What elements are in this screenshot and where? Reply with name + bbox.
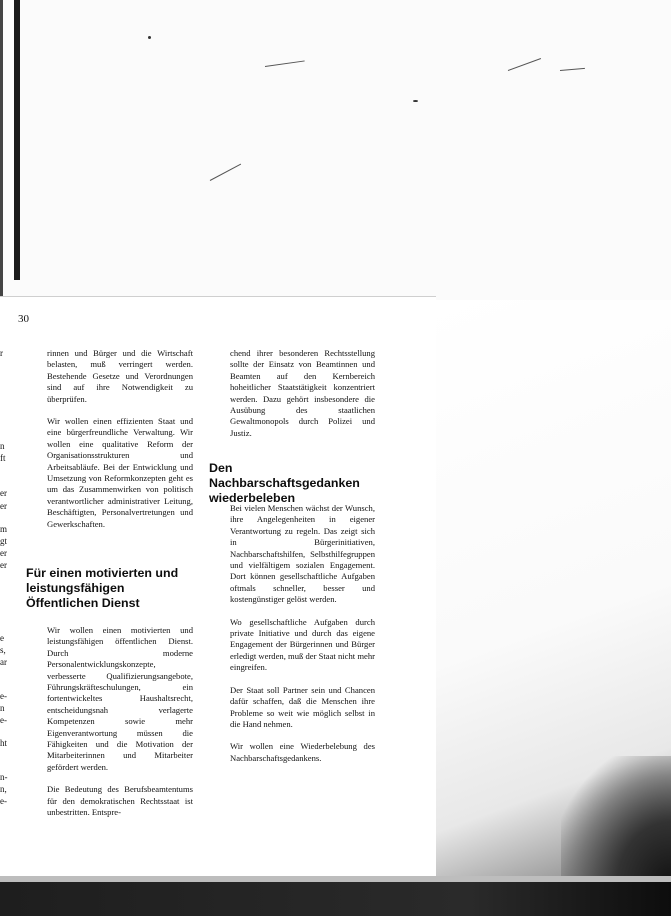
margin-fragment: gt (0, 536, 8, 546)
paragraph: rinnen und Bürger und die Wirtschaft belasten, muß verringert werden. Bestehende Gesetze und Verordnungen sind auf ihre Notwendigkeit zu überprüfen. (47, 348, 193, 404)
previous-page-area (0, 0, 671, 300)
margin-fragment: s, (0, 645, 6, 655)
section-heading-neighbourhood: Den Nachbarschaftsgedanken wiederbeleben (209, 461, 360, 505)
scan-scratch (560, 68, 585, 71)
paragraph: Bei vielen Menschen wächst der Wunsch, ihre Angelegenheiten in eigener Verantwortung zu regeln. Das zeigt sich in Bürgerinitiativen, Nachbarschaftshilfen, Selbsthilfegruppen und vielfältigem sozialen Engagement. Dort können gesellschaftliche Aufgaben oftmals schneller, besser und kostengünstiger gelöst werden. (230, 503, 375, 605)
margin-fragment: m (0, 524, 8, 534)
paragraph: chend ihrer besonderen Rechtsstellung sollte der Einsatz von Beamtinnen und Beamten auf den Kernbereich hoheitlicher Staatstätigkeit konzentriert werden. Dazu gehört insbesondere die Ausübung des staatlichen Gewaltmonopols durch Polizei und Justiz. (230, 348, 375, 438)
margin-fragment: r (0, 348, 3, 358)
margin-fragment: e (0, 633, 4, 643)
margin-fragment: er (0, 488, 7, 498)
scan-bottom-highlight (0, 876, 671, 882)
margin-fragment: er (0, 560, 7, 570)
section-heading-public-service: Für einen motivierten und leistungsfähigen Öffentlichen Dienst (26, 566, 179, 610)
margin-fragment: n (0, 441, 5, 451)
text-column-left-upper (47, 348, 193, 541)
scan-scratch (210, 164, 241, 181)
scan-corner-shadow (561, 756, 671, 886)
margin-fragment: er (0, 501, 7, 511)
paragraph: Die Bedeutung des Berufsbeamtentums für den demokratischen Rechtsstaat ist unbestritten. Entspre- (47, 784, 193, 818)
binding-shadow (14, 0, 20, 280)
margin-fragment: n (0, 703, 5, 713)
scan-speck (148, 36, 151, 39)
margin-fragment: e- (0, 715, 7, 725)
margin-fragment: n, (0, 784, 7, 794)
page-number: 30 (18, 313, 29, 325)
margin-fragment: e- (0, 796, 7, 806)
text-column-left-lower (47, 625, 193, 830)
paragraph: Wir wollen eine Wiederbelebung des Nachbarschaftsgedankens. (230, 741, 375, 763)
margin-fragment: e- (0, 691, 7, 701)
margin-fragment: ar (0, 657, 7, 667)
text-column-right-lower (230, 503, 375, 775)
scan-scratch (508, 58, 541, 71)
margin-fragment: n- (0, 772, 8, 782)
text-column-right-upper (230, 348, 375, 450)
scan-scratch (265, 60, 305, 67)
paragraph: Der Staat soll Partner sein und Chancen dafür schaffen, daß die Menschen ihre Probleme so weit wie möglich selbst in die Hand nehmen. (230, 684, 375, 729)
scan-bottom-edge (0, 876, 671, 916)
paragraph: Wir wollen einen motivierten und leistungsfähigen öffentlichen Dienst. Durch moderne Personalentwicklungskonzepte, verbesserte Qualifizierungsangebote, Führungskräfteschulungen, ein fortentwickeltes Haushaltsrecht, entscheidungsnah verlagerte Kompetenzen sowie mehr Eigenverantwortung müssen die Fähigkeiten und die Motivation der Mitarbeiterinnen und Mitarbeiter gefördert werden. (47, 625, 193, 772)
margin-fragment: ft (0, 453, 6, 463)
margin-fragment: er (0, 548, 7, 558)
paragraph: Wo gesellschaftliche Aufgaben durch private Initiative und durch das eigene Engagement der Bürgerinnen und Bürger erledigt werden, muß der Staat nicht mehr eingreifen. (230, 616, 375, 673)
scan-speck (413, 100, 418, 102)
scan-edge-line (0, 0, 3, 300)
margin-fragment: ht (0, 738, 8, 748)
paragraph: Wir wollen einen effizienten Staat und eine bürgerfreundliche Verwaltung. Wir wollen eine qualitative Reform der Organisationsstrukturen und Arbeitsabläufe. Bei der Entwicklung und Umsetzung von Reformkonzepten geht es um das Zusammenwirken von politisch verantwortlicher administrativer Leitung, Beschäftigten, Personalvertretungen und Gewerkschaften. (47, 416, 193, 529)
